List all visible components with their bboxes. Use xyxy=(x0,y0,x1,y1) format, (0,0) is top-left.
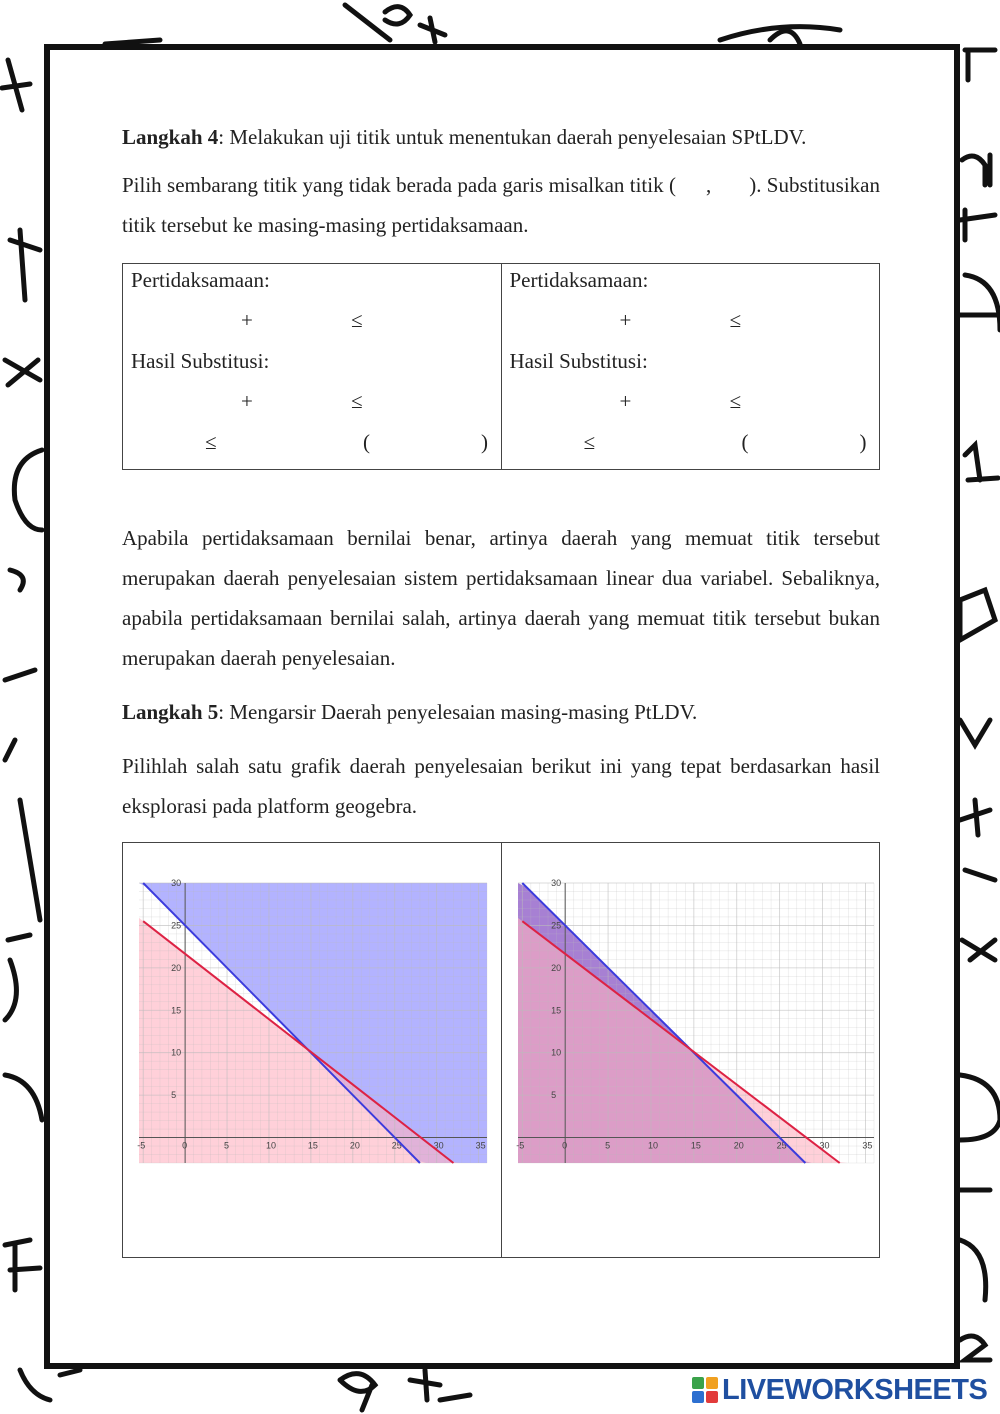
leq-sign: ≤ xyxy=(729,308,742,332)
x-tick-label: -5 xyxy=(515,1140,524,1151)
step-5-text: : Mengarsir Daerah penyelesaian masing-masing PtLDV. xyxy=(218,700,698,724)
paren-open: ( xyxy=(741,430,749,454)
leq-sign: ≤ xyxy=(729,389,742,413)
x-tick-label: 20 xyxy=(733,1140,744,1151)
leq-sign: ≤ xyxy=(351,308,363,332)
y-tick-label: 15 xyxy=(171,1005,182,1016)
substitution-cell-right xyxy=(501,264,880,470)
liveworksheets-mark-icon xyxy=(692,1377,718,1403)
worksheet-page xyxy=(44,44,960,1369)
plus-sign: + xyxy=(619,389,632,413)
liveworksheets-logo xyxy=(692,1372,987,1408)
graph-option-2[interactable] xyxy=(501,843,880,1258)
x-tick-label: 0 xyxy=(182,1140,188,1151)
x-tick-label: 30 xyxy=(819,1140,830,1151)
x-tick-label: -5 xyxy=(137,1140,146,1151)
step-4-label: Langkah 4 xyxy=(122,125,219,149)
x-tick-label: 10 xyxy=(265,1140,276,1151)
graph-1-chart xyxy=(137,878,487,1163)
graph-2-chart xyxy=(515,878,874,1163)
worksheet-content xyxy=(122,122,880,1258)
y-tick-label: 20 xyxy=(171,962,182,973)
instruction-part2: ). Substitusikan titik tersebut ke masing-masing pertidaksamaan. xyxy=(122,173,880,237)
step-4-text: : Melakukan uji titik untuk menentukan daerah penyelesaian SPtLDV. xyxy=(218,125,807,149)
x-tick-label: 35 xyxy=(861,1140,872,1151)
paren-close: ) xyxy=(481,430,488,454)
y-tick-label: 20 xyxy=(550,962,561,973)
graph-option-1[interactable] xyxy=(123,843,502,1258)
y-tick-label: 10 xyxy=(550,1047,561,1058)
y-tick-label: 5 xyxy=(550,1090,556,1101)
y-tick-label: 30 xyxy=(550,878,561,888)
paren-close: ) xyxy=(859,430,867,454)
plus-sign: + xyxy=(241,389,253,413)
instruction-comma: , xyxy=(705,173,712,197)
y-tick-label: 25 xyxy=(550,920,561,931)
inequality-label: Pertidaksamaan: xyxy=(509,268,649,292)
y-tick-label: 15 xyxy=(550,1005,561,1016)
plus-sign: + xyxy=(241,308,253,332)
y-tick-label: 10 xyxy=(171,1047,182,1058)
x-tick-label: 25 xyxy=(776,1140,787,1151)
choose-graph-instruction: Pilihlah salah satu grafik daerah penyelesaian berikut ini yang tepat berdasarkan hasil eksplorasi pada platform geogebra. xyxy=(122,754,880,818)
y-tick-label: 25 xyxy=(171,920,182,931)
step-5-label: Langkah 5 xyxy=(122,700,219,724)
x-tick-label: 20 xyxy=(349,1140,360,1151)
instruction-paragraph xyxy=(122,165,880,245)
x-tick-label: 5 xyxy=(224,1140,230,1151)
paren-open: ( xyxy=(363,430,370,454)
explanation-paragraph: Apabila pertidaksamaan bernilai benar, artinya daerah yang memuat titik tersebut merupakan daerah penyelesaian sistem pertidaksamaan linear dua variabel. Sebaliknya, apabila pertidaksamaan bernilai salah, artinya daerah yang memuat titik tersebut bukan merupakan daerah penyelesaian. xyxy=(122,526,880,670)
graph-options-table xyxy=(122,842,880,1258)
step-4-heading xyxy=(122,122,880,153)
x-tick-label: 5 xyxy=(604,1140,610,1151)
x-tick-label: 15 xyxy=(307,1140,318,1151)
result-label: Hasil Substitusi: xyxy=(509,349,648,373)
instruction-part1: Pilih sembarang titik yang tidak berada pada garis misalkan titik ( xyxy=(122,173,676,197)
plus-sign: + xyxy=(619,308,632,332)
brand-name: LIVEWORKSHEETS xyxy=(722,1373,988,1406)
x-tick-label: 15 xyxy=(690,1140,701,1151)
x-tick-label: 30 xyxy=(433,1140,444,1151)
x-tick-label: 25 xyxy=(391,1140,402,1151)
leq-sign: ≤ xyxy=(205,430,217,454)
x-tick-label: 35 xyxy=(475,1140,486,1151)
leq-sign: ≤ xyxy=(351,389,363,413)
substitution-cell-left xyxy=(123,264,502,470)
step-5-heading xyxy=(122,692,880,732)
inequality-label: Pertidaksamaan: xyxy=(131,268,270,292)
y-tick-label: 30 xyxy=(171,878,182,888)
substitution-table xyxy=(122,263,880,470)
y-tick-label: 5 xyxy=(171,1090,177,1101)
x-tick-label: 10 xyxy=(647,1140,658,1151)
result-label: Hasil Substitusi: xyxy=(131,349,270,373)
leq-sign: ≤ xyxy=(583,430,596,454)
x-tick-label: 0 xyxy=(561,1140,567,1151)
